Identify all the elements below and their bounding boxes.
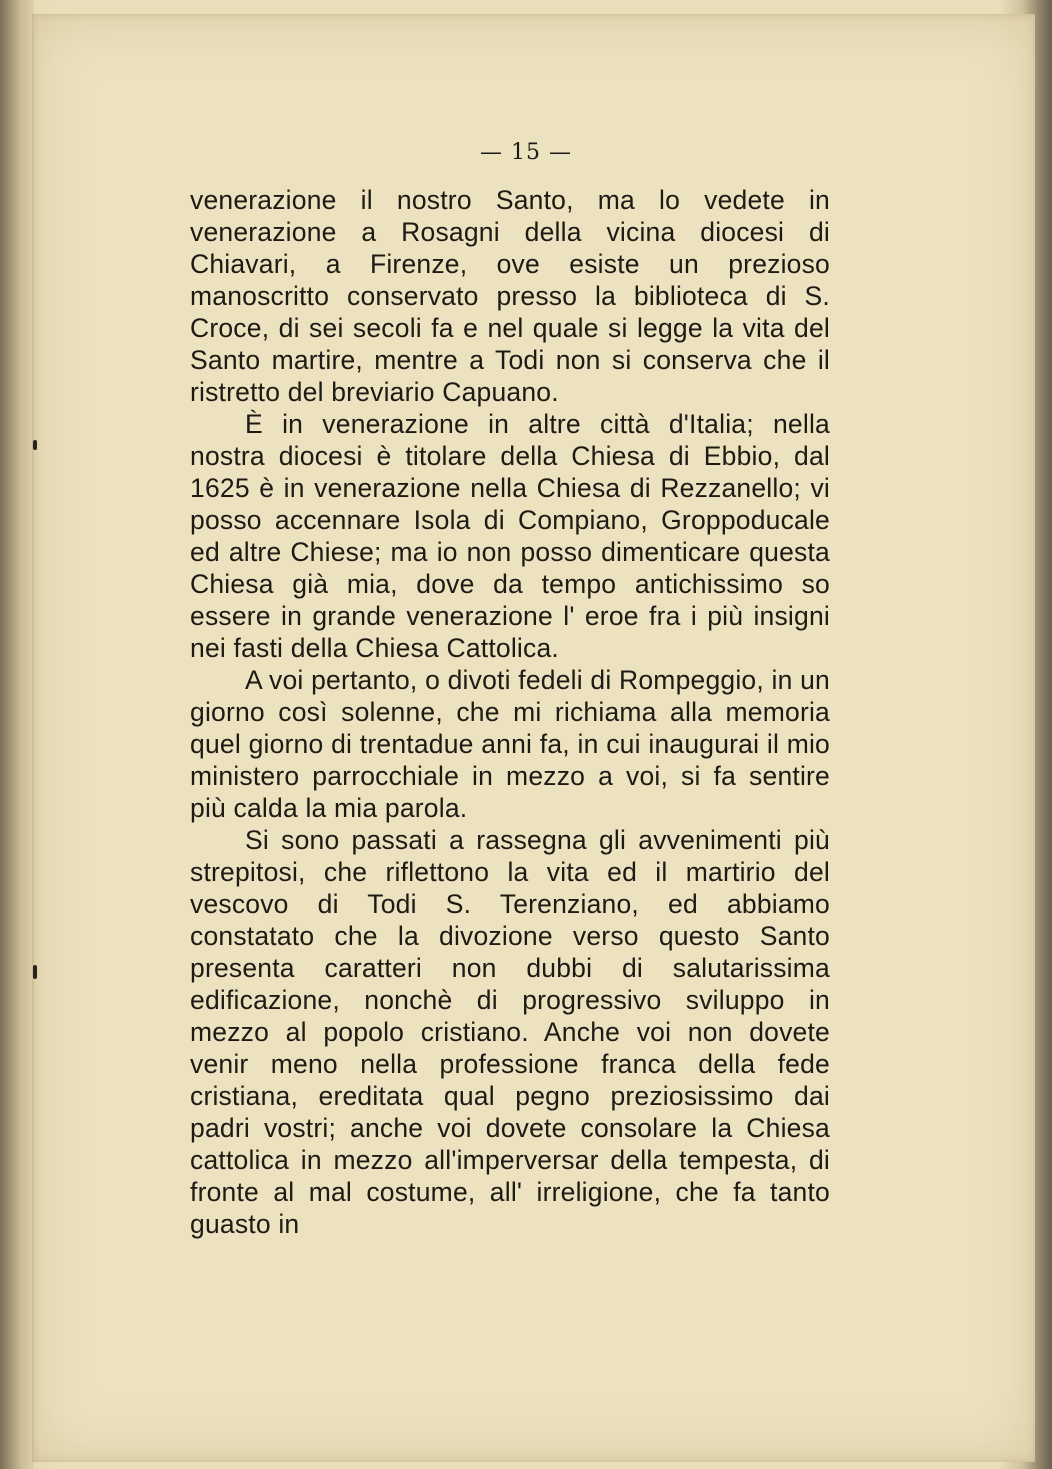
margin-mark xyxy=(33,965,37,979)
facing-page-edge xyxy=(0,0,34,1469)
paragraph: venerazione il nostro Santo, ma lo vedete in venerazione a Rosagni della vicina diocesi di Chiavari, a Firenze, ove esiste un prezioso manoscritto conservato presso la biblioteca di S. Croce, di sei secoli fa e nel quale si legge la vita del Santo martire, mentre a Todi non si conserva che il ristretto del breviario Capuano. xyxy=(190,185,830,407)
paragraph: A voi pertanto, o divoti fedeli di Rompeggio, in un giorno così solenne, che mi richiama alla memoria quel giorno di trentadue anni fa, in cui inaugurai il mio ministero parrocchiale in mezzo a voi, si fa sentire più calda la mia parola. xyxy=(190,665,830,823)
paragraph: Si sono passati a rassegna gli avvenimenti più strepitosi, che riflettono la vita ed il martirio del vescovo di Todi S. Terenziano, ed abbiamo constatato che la divozione verso questo Santo presenta caratteri non dubbi di salutarissima edificazione, nonchè di progressivo sviluppo in mezzo al popolo cristiano. Anche voi non dovete venir meno nella professione franca della fede cristiana, ereditata qual pegno preziosissimo dai padri vostri; anche voi dovete consolare la Chiesa cattolica in mezzo all'imperversar della tempesta, di fronte al mal costume, all' irreligione, che fa tanto guasto in xyxy=(190,825,830,1239)
page-number: — 15 — xyxy=(480,140,572,165)
margin-mark xyxy=(33,440,37,450)
body-text xyxy=(190,184,830,1240)
paragraph: È in venerazione in altre città d'Italia; nella nostra diocesi è titolare della Chiesa di Ebbio, dal 1625 è in venerazione nella Chiesa di Rezzanello; vi posso accennare Isola di Compiano, Groppoducale ed altre Chiese; ma io non posso dimenticare questa Chiesa già mia, dove da tempo antichissimo so essere in grande venerazione l' eroe fra i più insigni nei fasti della Chiesa Cattolica. xyxy=(190,409,830,663)
